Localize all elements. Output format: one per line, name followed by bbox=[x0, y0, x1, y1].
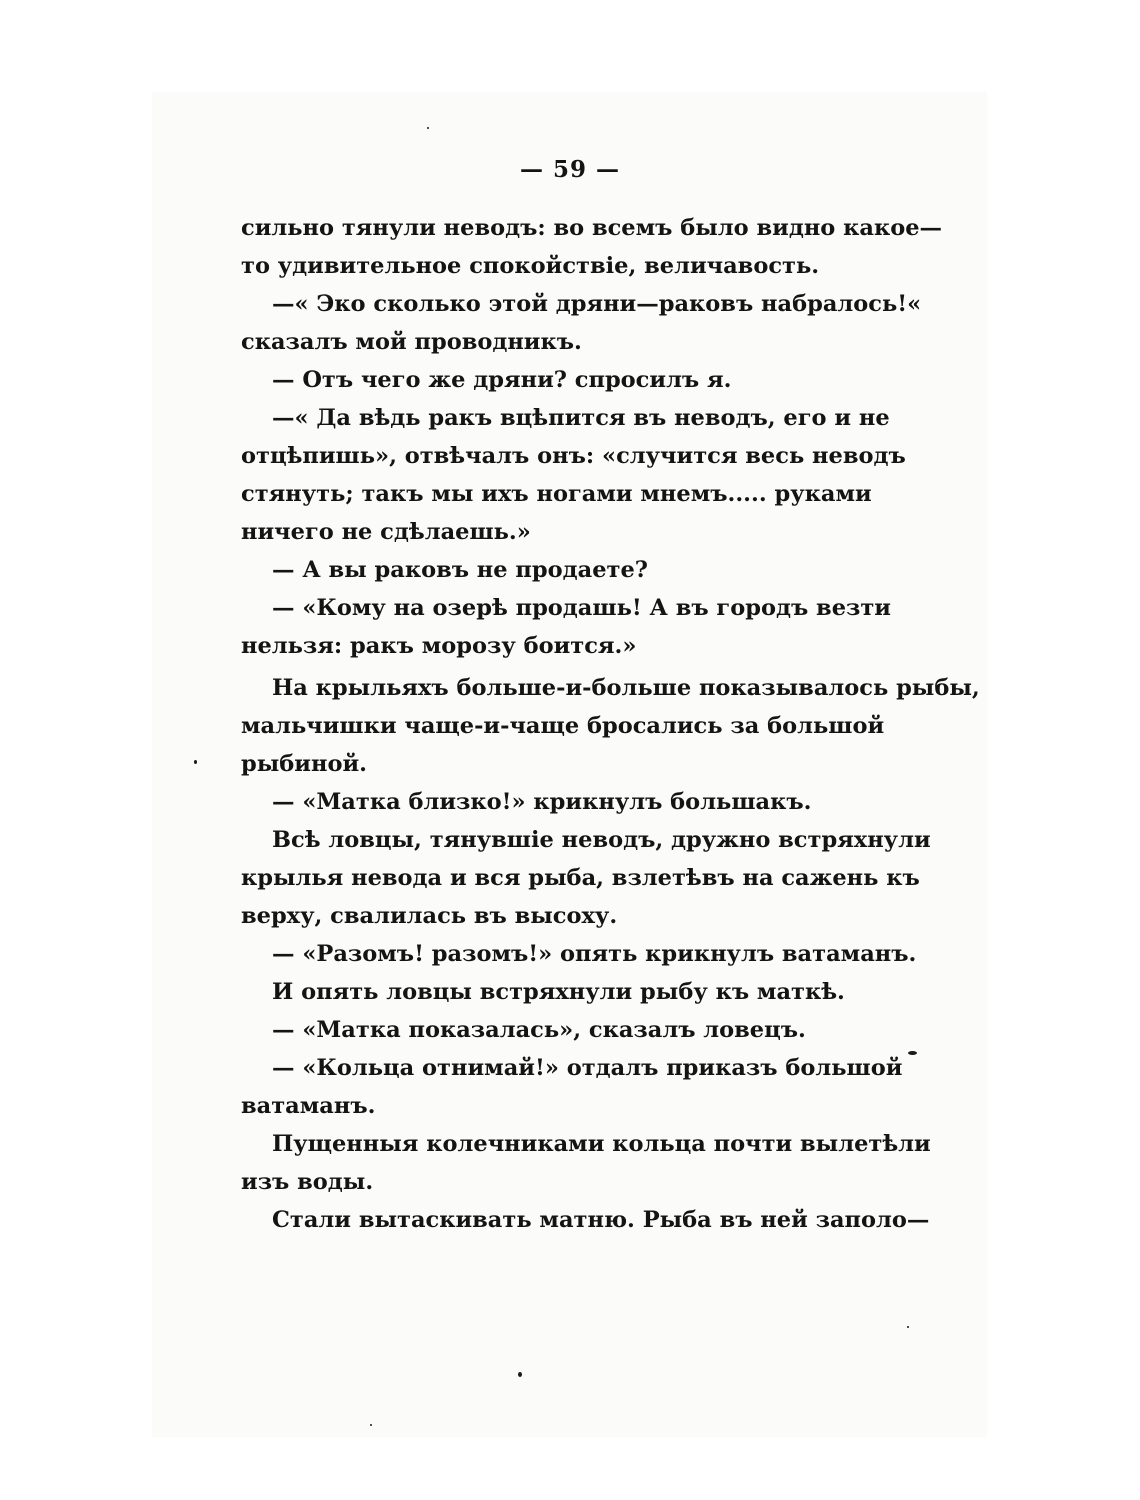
scan-speck bbox=[518, 1372, 522, 1377]
text-line: то удивительное спокойствіе, величавость. bbox=[241, 253, 820, 279]
text-line: Всѣ ловцы, тянувшіе неводъ, дружно встряхнули bbox=[272, 827, 931, 853]
text-line: отцѣпишь», отвѣчалъ онъ: «случится весь неводъ bbox=[241, 443, 906, 469]
scan-speck bbox=[370, 1424, 372, 1426]
text-line: — «Матка близко!» крикнулъ большакъ. bbox=[272, 789, 812, 815]
text-line: —« Да вѣдь ракъ вцѣпится въ неводъ, его и не bbox=[272, 405, 890, 431]
text-line: На крыльяхъ больше-и-больше показывалось рыбы, bbox=[272, 675, 980, 701]
text-line: — «Разомъ! разомъ!» опять крикнулъ ватаманъ. bbox=[272, 941, 917, 967]
text-line: крылья невода и вся рыба, взлетѣвъ на сажень къ bbox=[241, 865, 920, 891]
scan-speck bbox=[427, 127, 429, 129]
text-line: — «Матка показалась», сказалъ ловецъ. bbox=[272, 1017, 806, 1043]
text-line: И опять ловцы встряхнули рыбу къ маткѣ. bbox=[272, 979, 845, 1005]
scan-speck bbox=[908, 1051, 917, 1055]
text-line: Пущенныя колечниками кольца почти вылетѣли bbox=[272, 1131, 931, 1157]
text-line: изъ воды. bbox=[241, 1169, 374, 1195]
text-line: ватаманъ. bbox=[241, 1093, 376, 1119]
scan-speck bbox=[194, 760, 197, 764]
text-line: — Отъ чего же дряни? спросилъ я. bbox=[272, 367, 732, 393]
text-line: нельзя: ракъ морозу боится.» bbox=[241, 633, 637, 659]
text-line: верху, свалилась въ высоху. bbox=[241, 903, 618, 929]
text-line: стянуть; такъ мы ихъ ногами мнемъ..... руками bbox=[241, 481, 872, 507]
text-line: сильно тянули неводъ: во всемъ было видно какое— bbox=[241, 215, 943, 241]
text-line: —« Эко сколько этой дряни—раковъ набралось!« bbox=[272, 291, 922, 317]
page-number: — 59 — bbox=[519, 156, 621, 183]
text-line: мальчишки чаще-и-чаще бросались за большой bbox=[241, 713, 885, 739]
text-line: рыбиной. bbox=[241, 751, 367, 777]
text-line: ничего не сдѣлаешь.» bbox=[241, 519, 531, 545]
text-line: — «Кольца отнимай!» отдалъ приказъ большой bbox=[272, 1055, 903, 1081]
scan-speck bbox=[907, 1326, 909, 1328]
text-line: Стали вытаскивать матню. Рыба въ ней заполо— bbox=[272, 1207, 930, 1233]
text-line: сказалъ мой проводникъ. bbox=[241, 329, 582, 355]
body-text bbox=[241, 209, 980, 1239]
text-line: — «Кому на озерѣ продашь! А въ городъ везти bbox=[272, 595, 891, 621]
text-line: — А вы раковъ не продаете? bbox=[272, 557, 648, 583]
